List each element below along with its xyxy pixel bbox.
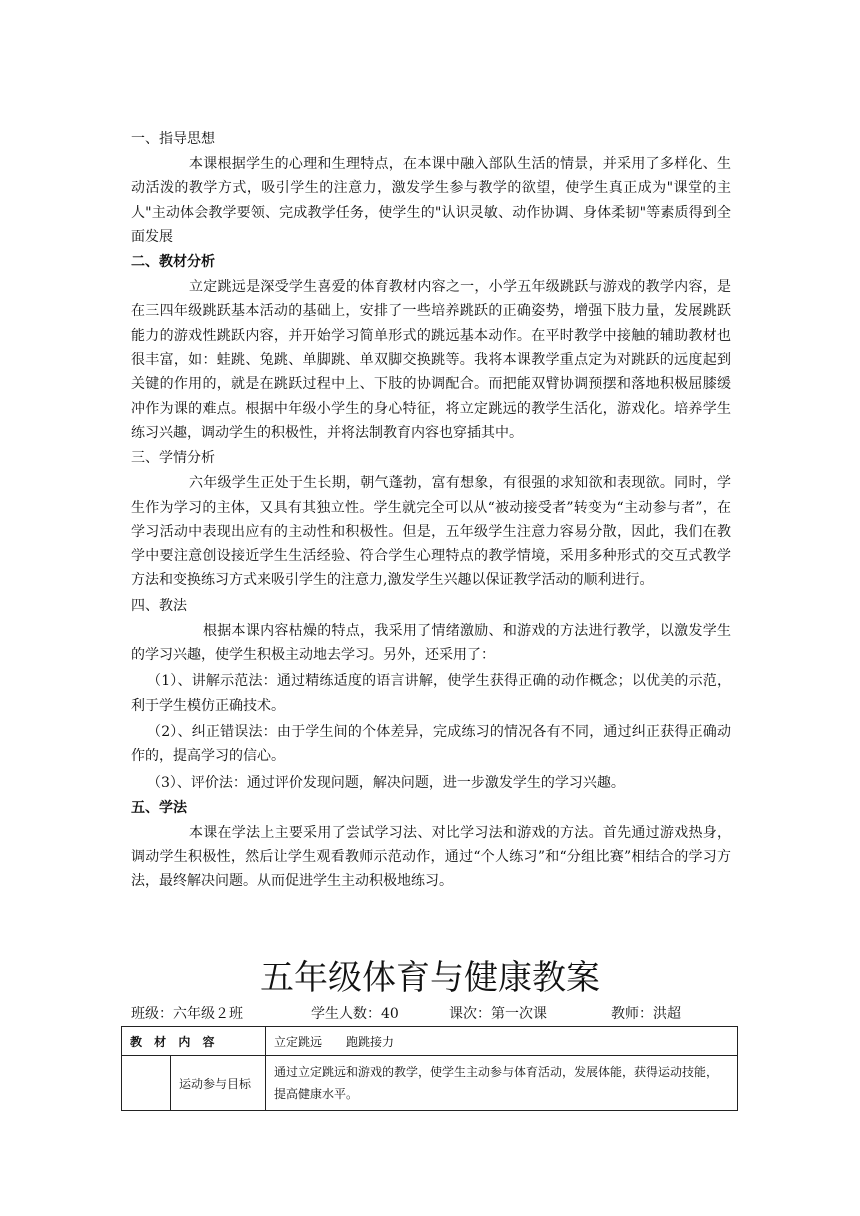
- table-row: [122, 1056, 738, 1111]
- section-heading: 五、学法: [131, 799, 187, 816]
- student-count-info: 学生人数：40: [311, 1006, 399, 1022]
- lesson-plan-title: 五年级体育与健康教案: [260, 958, 600, 998]
- section-heading: 四、教法: [131, 597, 187, 614]
- goal-value-cell: 通过立定跳远和游戏的教学，使学生主动参与体育活动，发展体能，获得运动技能，提高健康水平。: [266, 1056, 738, 1111]
- goal-label-cell: 运动参与目标: [171, 1056, 266, 1111]
- lesson-plan-table: [121, 1026, 738, 1111]
- teacher-info: 教师：洪超: [611, 1006, 681, 1022]
- section-paragraph: 六年级学生正处于生长期，朝气蓬勃，富有想象，有很强的求知欲和表现欲。同时，学生作为学习的主体，又具有其独立性。学生就完全可以从“被动接受者”转变为“主动参与者”，在学习活动中表现出应有的主动性和积极性。但是，五年级学生注意力容易分散，因此，我们在教学中要注意创设接近学生生活经验、符合学生心理特点的教学情境，采用多种形式的交互式教学方法和变换练习方式来吸引学生的注意力,激发学生兴趣以保证教学活动的顺利进行。: [131, 475, 731, 589]
- method-item: （2）、纠正错误法：由于学生间的个体差异，完成练习的情况各有不同，通过纠正获得正确动作的，提高学习的信心。: [131, 723, 731, 765]
- content-value-cell: 立定跳远 跑跳接力: [266, 1027, 738, 1056]
- method-item: （1）、讲解示范法：通过精练适度的语言讲解，使学生获得正确的动作概念；以优美的示范，利于学生模仿正确技术。: [131, 673, 731, 714]
- section-teaching-method: [131, 595, 731, 795]
- section-heading: 一、指导思想: [131, 131, 215, 147]
- method-item: （3）、评价法：通过评价发现问题，解决问题，进一步激发学生的学习兴趣。: [147, 774, 625, 791]
- lesson-number-info: 课次：第一次课: [449, 1006, 547, 1022]
- class-info: 班级：六年级２班: [131, 1006, 243, 1022]
- section-student-analysis: [131, 447, 731, 592]
- section-material-analysis: [131, 251, 731, 445]
- content-label: 教 材 内 容: [130, 1034, 219, 1049]
- section-heading: 二、教材分析: [131, 254, 215, 271]
- section-guiding-idea: [131, 128, 731, 249]
- section-paragraph: 根据本课内容枯燥的特点，我采用了情绪激励、和游戏的方法进行教学，以激发学生的学习兴趣，使学生积极主动地去学习。另外，还采用了：: [131, 622, 731, 664]
- section-learning-method: [131, 797, 731, 894]
- section-heading: 三、学情分析: [131, 450, 215, 467]
- empty-cell: [122, 1056, 171, 1111]
- lesson-document: [131, 128, 731, 896]
- content-label-cell: [122, 1027, 266, 1056]
- table-row: [122, 1027, 738, 1056]
- section-paragraph: 本课在学法上主要采用了尝试学习法、对比学习法和游戏的方法。首先通过游戏热身，调动学生积极性，然后让学生观看教师示范动作，通过“个人练习”和“分组比赛”相结合的学习方法，最终解决问题。从而促进学生主动积极地练习。: [131, 824, 731, 890]
- section-paragraph: 本课根据学生的心理和生理特点，在本课中融入部队生活的情景，并采用了多样化、生动活泼的教学方式，吸引学生的注意力，激发学生参与教学的欲望，使学生真正成为"课堂的主人"主动体会教学要领、完成教学任务，使学生的"认识灵敏、动作协调、身体柔韧"等素质得到全面发展: [131, 156, 731, 245]
- section-paragraph: 立定跳远是深受学生喜爱的体育教材内容之一，小学五年级跳跃与游戏的教学内容，是在三四年级跳跃基本活动的基础上，安排了一些培养跳跃的正确姿势，增强下肢力量，发展跳跃能力的游戏性跳跃内容，并开始学习简单形式的跳远基本动作。在平时教学中接触的辅助教材也很丰富，如：蛙跳、兔跳、单脚跳、单双脚交换跳等。我将本课教学重点定为对跳跃的远度起到关键的作用的，就是在跳跃过程中上、下肢的协调配合。而把能双臂协调预摆和落地积极屈膝缓冲作为课的难点。根据中年级小学生的身心特征，将立定跳远的教学生活化，游戏化。培养学生练习兴趣，调动学生的积极性，并将法制教育内容也穿插其中。: [131, 279, 731, 441]
